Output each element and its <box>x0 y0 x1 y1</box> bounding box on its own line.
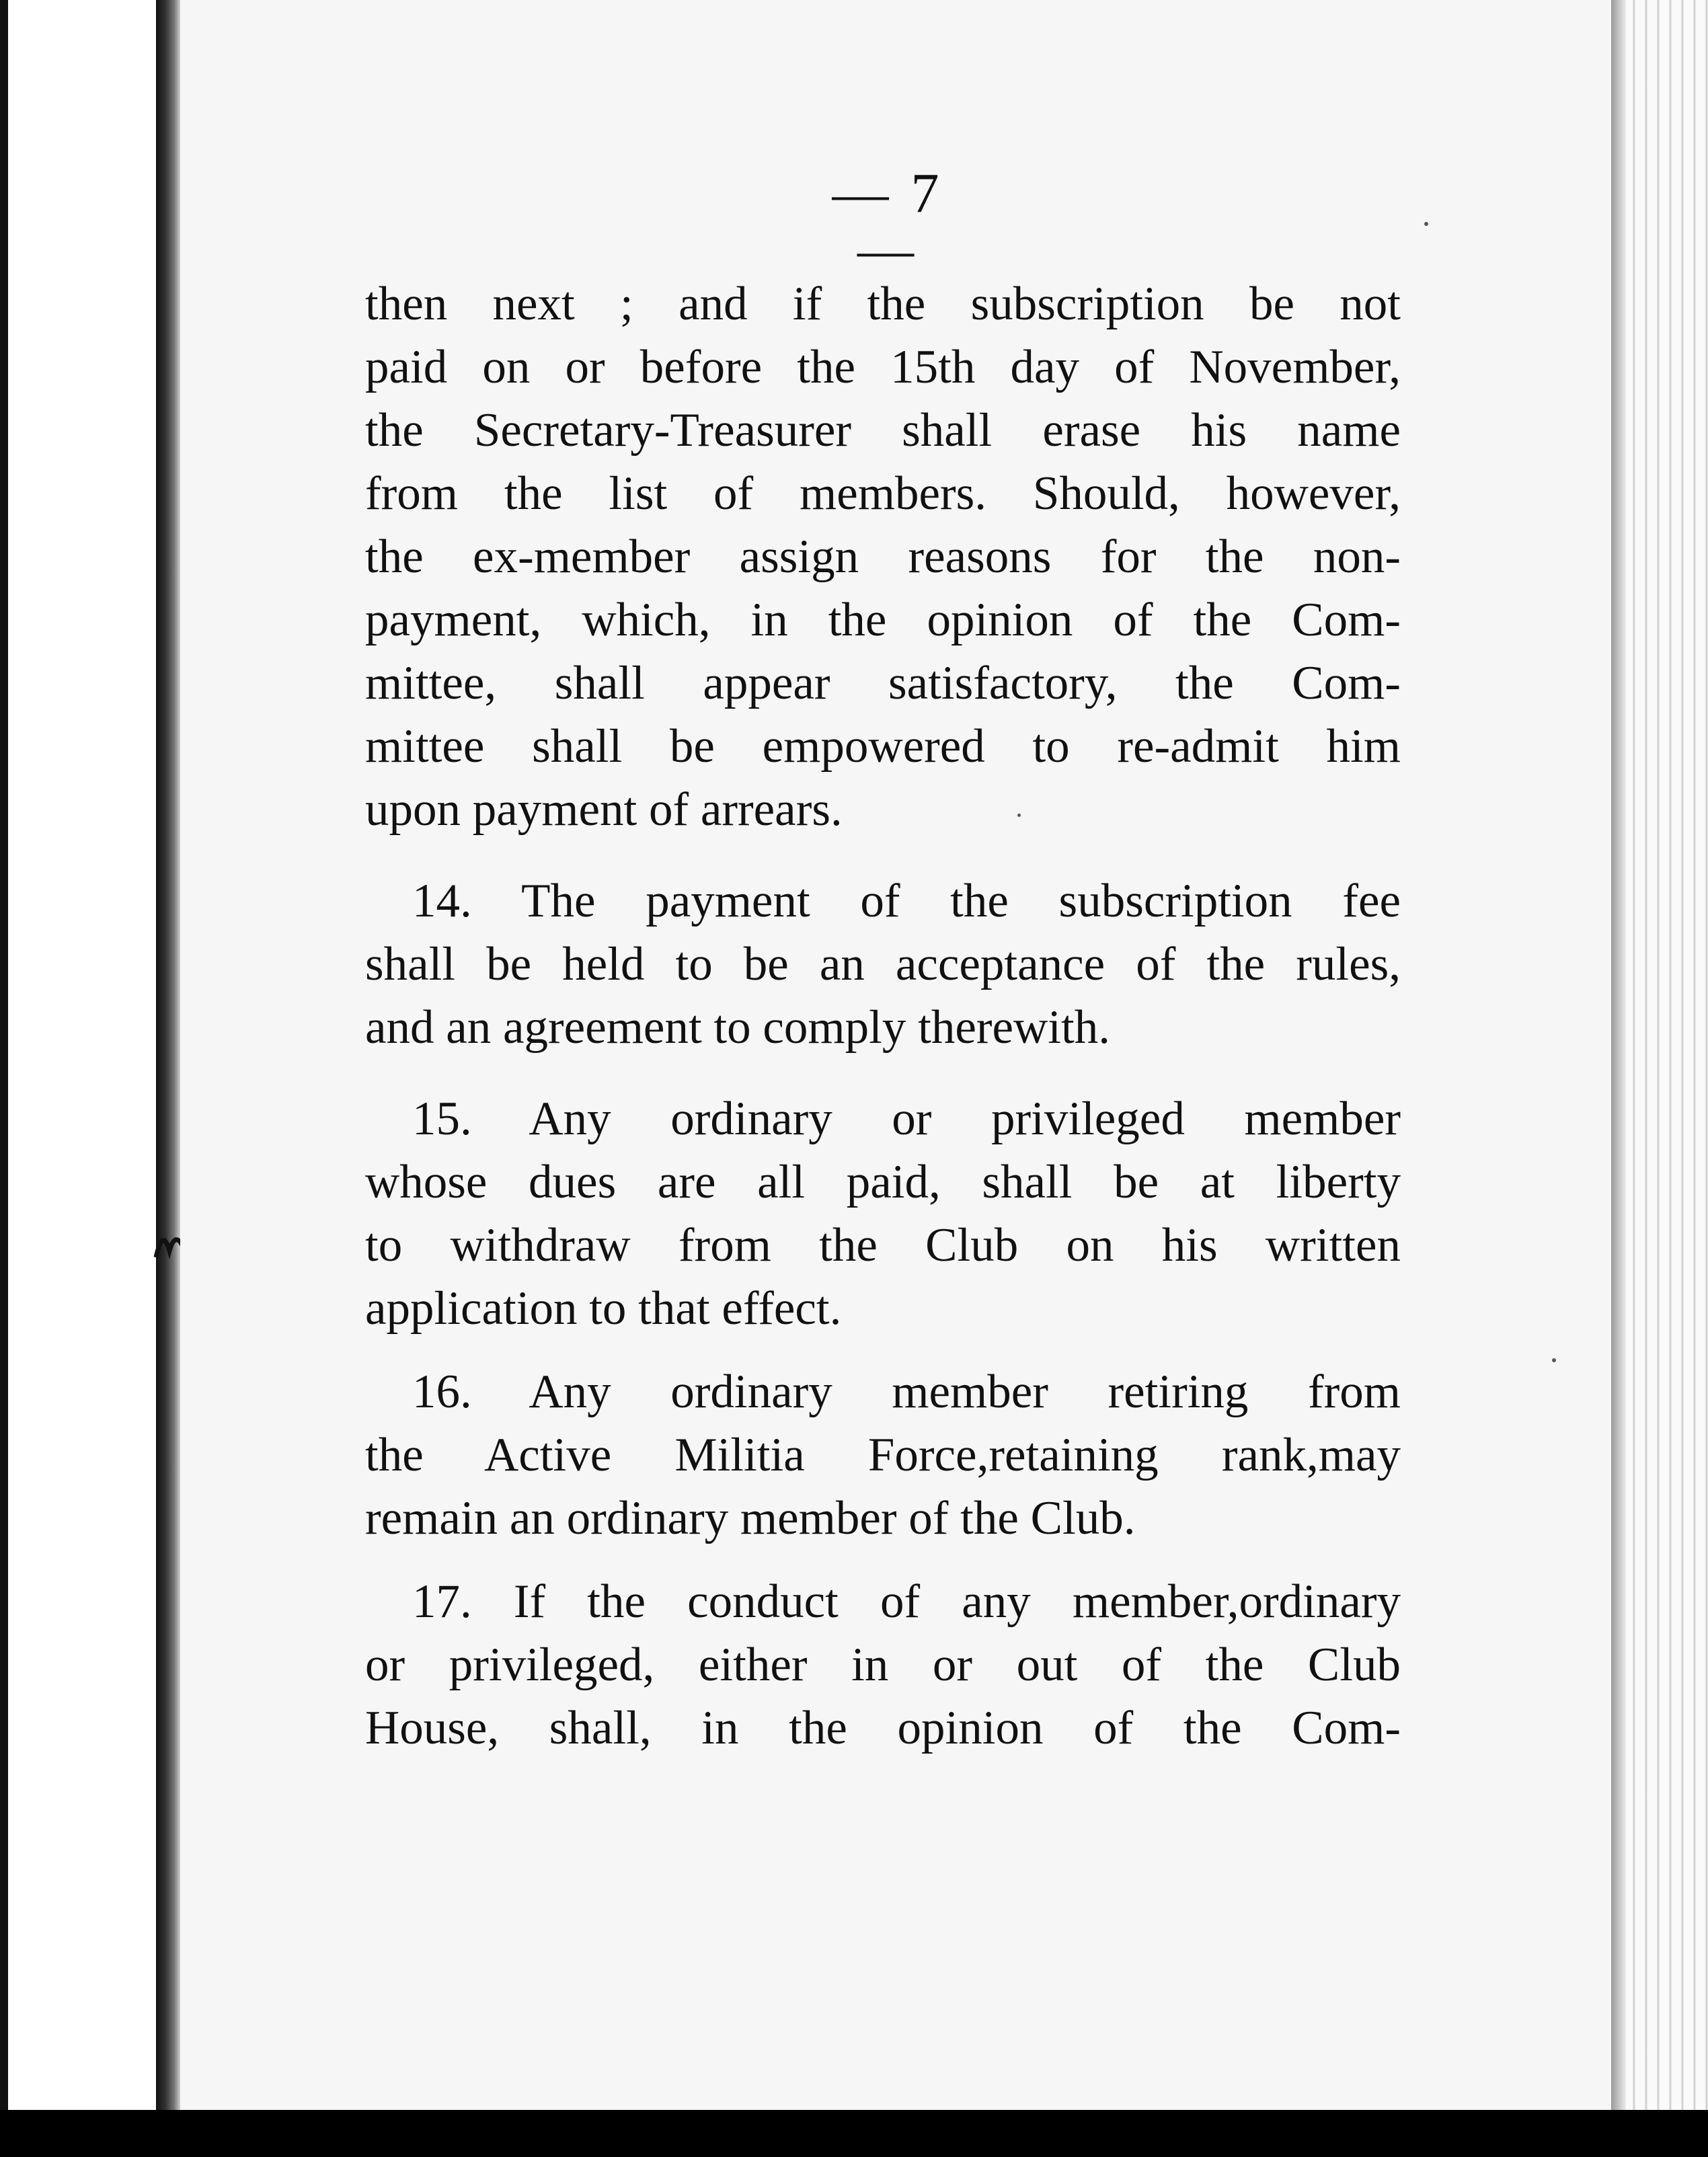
previous-page-strip <box>0 0 156 2157</box>
paragraph-16 <box>365 1360 1401 1550</box>
page-number: — 7 — <box>832 162 943 281</box>
text-line: then next ; and if the subscription be not <box>365 278 1401 330</box>
text-line: payment, which, in the opinion of the Com- <box>365 594 1401 646</box>
text-line: paid on or before the 15th day of November, <box>365 341 1401 393</box>
paragraph-14 <box>365 869 1401 1059</box>
text-line: the Active Militia Force,retaining rank,may <box>365 1429 1401 1481</box>
book-binding <box>156 0 180 2157</box>
text-line: mittee, shall appear satisfactory, the Com- <box>365 657 1401 709</box>
text-line: shall be held to be an acceptance of the rules, <box>365 938 1401 990</box>
text-line: remain an ordinary member of the Club. <box>365 1492 1136 1544</box>
text-line: the ex-member assign reasons for the non- <box>365 531 1401 583</box>
text-line: or privileged, either in or out of the Club <box>365 1639 1401 1691</box>
left-border <box>0 0 8 2157</box>
page-stack-edge <box>1611 0 1708 2157</box>
text-line: whose dues are all paid, shall be at liberty <box>365 1156 1401 1208</box>
text-line: and an agreement to comply therewith. <box>365 1001 1110 1054</box>
text-line: from the list of members. Should, however, <box>365 467 1401 520</box>
paragraph-15 <box>365 1087 1401 1340</box>
text-line: the Secretary-Treasurer shall erase his name <box>365 404 1401 457</box>
text-line: 17. If the conduct of any member,ordinary <box>412 1575 1401 1628</box>
text-line: mittee shall be empowered to re-admit him <box>365 720 1401 773</box>
text-line: 15. Any ordinary or privileged member <box>412 1093 1401 1145</box>
text-line: application to that effect. <box>365 1282 842 1335</box>
body-text <box>365 272 1401 1760</box>
text-line: to withdraw from the Club on his written <box>365 1219 1401 1271</box>
paragraph-13-continued <box>365 272 1401 841</box>
text-line: House, shall, in the opinion of the Com- <box>365 1702 1401 1754</box>
text-line: 16. Any ordinary member retiring from <box>412 1366 1401 1418</box>
scan-bottom-border <box>0 2110 1708 2157</box>
text-line: 14. The payment of the subscription fee <box>412 875 1401 927</box>
text-line: upon payment of arrears. <box>365 783 843 836</box>
paragraph-17 <box>365 1570 1401 1760</box>
